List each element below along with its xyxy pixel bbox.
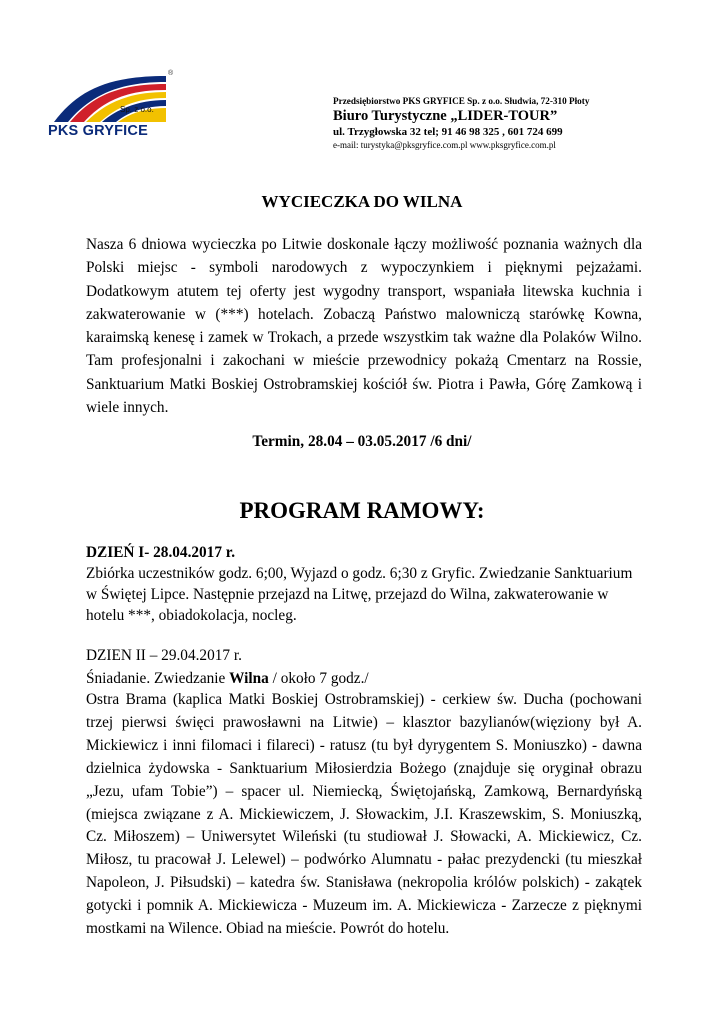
day-1-text: Zbiórka uczestników godz. 6;00, Wyjazd o godz. 6;30 z Gryfic. Zwiedzanie Sanktuarium w Świętej Lipce. Następnie przejazd na Litwę, przejazd do Wilna, zakwaterowanie w hotelu ***, obiadokolacja, nocleg. [86, 565, 633, 624]
address-phone-line: ul. Trzygłowska 32 tel; 91 46 98 325 , 601 724 699 [333, 126, 563, 138]
company-name-line: Przedsiębiorstwo PKS GRYFICE Sp. z o.o. Słudwia, 72-310 Płoty [333, 96, 590, 106]
day-2-header: DZIEN II – 29.04.2017 r. [86, 647, 242, 664]
registered-mark: ® [168, 70, 174, 77]
intro-paragraph: Nasza 6 dniowa wycieczka po Litwie doskonale łączy możliwość poznania ważnych dla Polski miejsc - symboli narodowych z wypoczynkiem i pięknymi pejzażami. Dodatkowym atutem tej oferty jest wygodny transport, wspaniała litewska kuchnia i zakwaterowanie w (***) hotelach. Zobaczą Państwo malowniczą starówkę Kowna, karaimską kenesę i zamek w Trokach, a przede wszystkim tak ważne dla Polaków Wilno. Tam profesjonalni i zakochani w mieście przewodnicy pokażą Cmentarz na Rossie, Sanktuarium Matki Boskiej Ostrobramskiej kościół św. Piotra i Pawła, Górę Zamkową i wiele innych. [86, 236, 642, 417]
pks-gryfice-logo [48, 70, 180, 142]
day-2-city: Wilna [229, 670, 269, 687]
logo-name: PKS GRYFICE [48, 123, 148, 139]
email-web-line: e-mail: turystyka@pksgryfice.com.pl www.pksgryfice.com.pl [333, 140, 556, 150]
day-2-breakfast-post: / około 7 godz./ [268, 670, 369, 687]
logo-sp-zoo: Sp. z o.o. [120, 105, 154, 114]
day-2-text: Ostra Brama (kaplica Matki Boskiej Ostrobramskiej) - cerkiew św. Ducha (pochowani trzej pierwsi święci prawosławni na Litwie) – klasztor bazylianów(więziony był A. Mickiewicz i inni filomaci i filareci) - ratusz (tu był dyrygentem S. Moniuszko) - dawna dzielnica żydowska - Sanktuarium Miłosierdzia Bożego (znajduje się oryginał obrazu „Jezu, ufam Tobie”) – spacer ul. Niemiecką, Świętojańską, Zamkową, Bernardyńską (miejsca związane z A. Mickiewiczem, J. Słowackim, J.I. Kraszewskim, S. Moniuszką, Cz. Miłoszem) – Uniwersytet Wileński (tu studiował J. Słowacki, A. Mickiewicz, Cz. Miłosz, tu pracował J. Lelewel) – podwórko Alumnatu - pałac prezydencki (tu mieszkał Napoleon, J. Piłsudski) – katedra św. Stanisława (nekropolia królów polskich) - zakątek gotycki i pomnik A. Mickiewicza - Muzeum im. A. Mickiewicza - Zarzecze z pięknymi mostkami na Wilence. Obiad na mieście. Powrót do hotelu. [86, 691, 642, 938]
trip-dates: Termin, 28.04 – 03.05.2017 /6 dni/ [252, 433, 472, 450]
logo-stripes-icon [48, 70, 180, 126]
day-1-section [86, 542, 642, 626]
office-name-line: Biuro Turystyczne „LIDER-TOUR” [333, 108, 558, 124]
day-2-breakfast-line [86, 668, 642, 689]
page-title: WYCIECZKA DO WILNA [261, 192, 463, 211]
company-header [333, 95, 693, 151]
day-1-header: DZIEŃ I- 28.04.2017 r. [86, 544, 236, 561]
program-title: PROGRAM RAMOWY: [239, 498, 485, 523]
day-2-breakfast-pre: Śniadanie. Zwiedzanie [86, 670, 230, 687]
